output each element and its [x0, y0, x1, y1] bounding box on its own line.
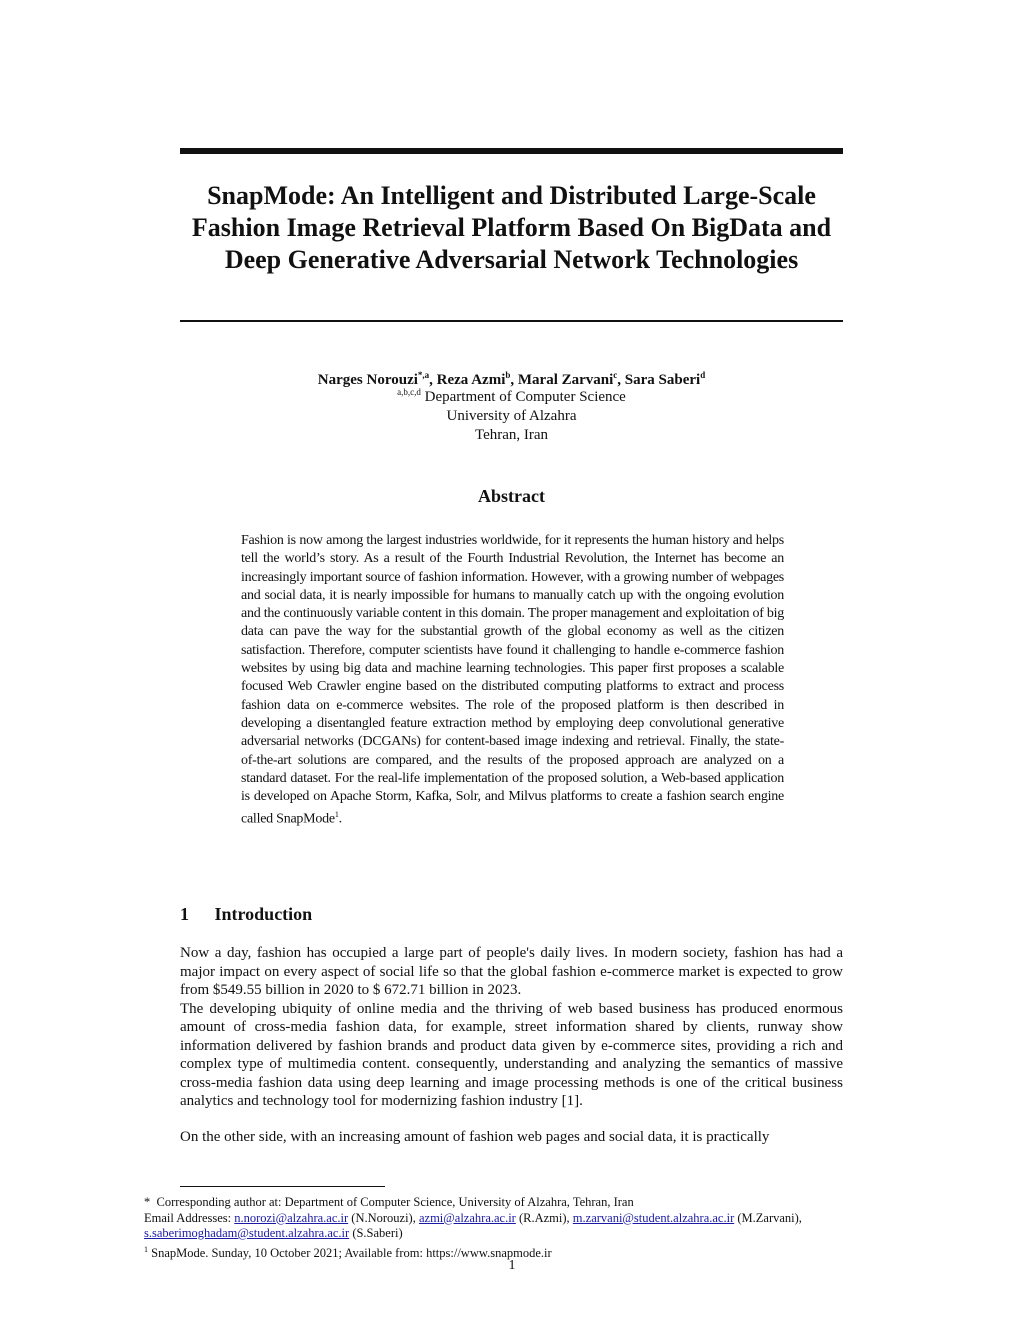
email-link[interactable]: m.zarvani@student.alzahra.ac.ir — [572, 1210, 735, 1225]
author-mark: *,a — [417, 370, 430, 380]
abstract-text: Fashion is now among the largest industries worldwide, for it represents the human history and helps tell the world’s story. As a result of the Fourth Industrial Revolution, the Internet has become an increasingly important source of fashion information. However, with a growing number of webpages and social data, it is nearly impossible for humans to manually catch up with the ongoing evolution and the continuously variable content in this domain. The proper management and exploitation of big data can pave the way for the substantial growth of the global economy as well as the citizen satisfaction. Therefore, computer scientists have found it challenging to handle e-commerce fashion websites by using big data and machine learning technologies. This paper first proposes a scalable focused Web Crawler engine based on the distributed computing platforms to extract and process fashion data on e-commerce websites. The role of the proposed platform is then described in developing a disentangled feature extraction method by employing deep convolutional generative adversarial networks (DCGANs) for content-based image indexing and retrieval. Finally, the state-of-the-art solutions are compared, and the results of the proposed approach are analyzed on a standard dataset. For the real-life implementation of the proposed solution, a Web-based application is developed on Apache Storm, Kafka, Solr, and Milvus platforms to create a fashion search engine called SnapMode — [241, 533, 785, 828]
author-mark: c — [613, 370, 618, 380]
section-title: Introduction — [214, 904, 313, 924]
section-number: 1 — [180, 904, 189, 924]
abstract-body — [241, 532, 784, 829]
paragraph: Now a day, fashion has occupied a large part of people's daily lives. In modern society, fashion has had a major impact on every aspect of social life so that the global fashion e-commerce market is expected to grow from $549.55 billion in 2020 to $ 672.71 billion in 2023. — [180, 945, 843, 998]
email-footnote — [144, 1211, 864, 1242]
affiliation — [180, 383, 843, 445]
author-name: Reza Azmi — [436, 372, 506, 388]
title-bottom-rule — [180, 320, 843, 322]
department: Department of Computer Science — [424, 389, 626, 405]
email-owner: (R.Azmi), — [518, 1210, 570, 1225]
paragraph: The developing ubiquity of online media and the thriving of web based business has produced enormous amount of cross-media fashion data, for example, street information shared by clients, runway show information delivered by fashion brands and product data given by e-commerce sites, providing a rich and complex type of multimedia content. consequently, understanding and analyzing the semantics of massive cross-media fashion data using deep learning and image processing methods is one of the critical business analytics and technology tool for modernizing fashion industry [1]. — [180, 1000, 843, 1109]
footnote-ref: 1 — [334, 810, 339, 820]
footnote-rule — [180, 1186, 385, 1187]
university: University of Alzahra — [446, 408, 577, 424]
email-owner: (S.Saberi) — [352, 1226, 403, 1240]
email-link[interactable]: n.norozi@alzahra.ac.ir — [234, 1210, 349, 1225]
email-link[interactable]: s.saberimoghadam@student.alzahra.ac.ir — [144, 1226, 350, 1240]
author-mark: b — [505, 370, 511, 380]
footnote-mark: * — [144, 1195, 151, 1209]
abstract-heading: Abstract — [478, 486, 545, 506]
section-heading — [180, 904, 843, 925]
corresponding-text: Corresponding author at: Department of Computer Science, University of Alzahra, Tehran, Iran — [156, 1195, 634, 1209]
corresponding-footnote — [144, 1195, 864, 1211]
page-number: 1 — [508, 1258, 516, 1273]
website-footnote-text: SnapMode. Sunday, 10 October 2021; Available from: https://www.snapmode.ir — [151, 1245, 552, 1260]
email-link[interactable]: azmi@alzahra.ac.ir — [418, 1210, 516, 1225]
paragraph: On the other side, with an increasing amount of fashion web pages and social data, it is practically — [180, 1128, 770, 1145]
author-name: Narges Norouzi — [317, 372, 418, 388]
email-owner: (M.Zarvani), — [737, 1210, 802, 1225]
email-owner: (N.Norouzi), — [351, 1210, 416, 1225]
abstract-end: . — [338, 812, 342, 828]
affiliation-marks: a,b,c,d — [397, 387, 421, 397]
title-top-rule — [180, 148, 843, 154]
email-label: Email Addresses: — [144, 1210, 232, 1225]
author-name: Maral Zarvani — [517, 372, 614, 388]
paper-title: SnapMode: An Intelligent and Distributed Large-Scale Fashion Image Retrieval Platform Based On BigData and Deep Generative Adversarial Network Technologies — [191, 181, 832, 274]
footnote-mark: 1 — [144, 1244, 148, 1254]
section-body — [180, 944, 843, 1146]
location: Tehran, Iran — [474, 427, 549, 443]
author-mark: d — [700, 370, 706, 380]
author-name: Sara Saberi — [624, 372, 701, 388]
footnotes — [144, 1195, 864, 1261]
author-list: Narges Norouzi$^{*,a}$, Reza Azmi$^b$, Maral Zarvani$^c$, Sara Saberi$^d$ — [317, 370, 706, 388]
